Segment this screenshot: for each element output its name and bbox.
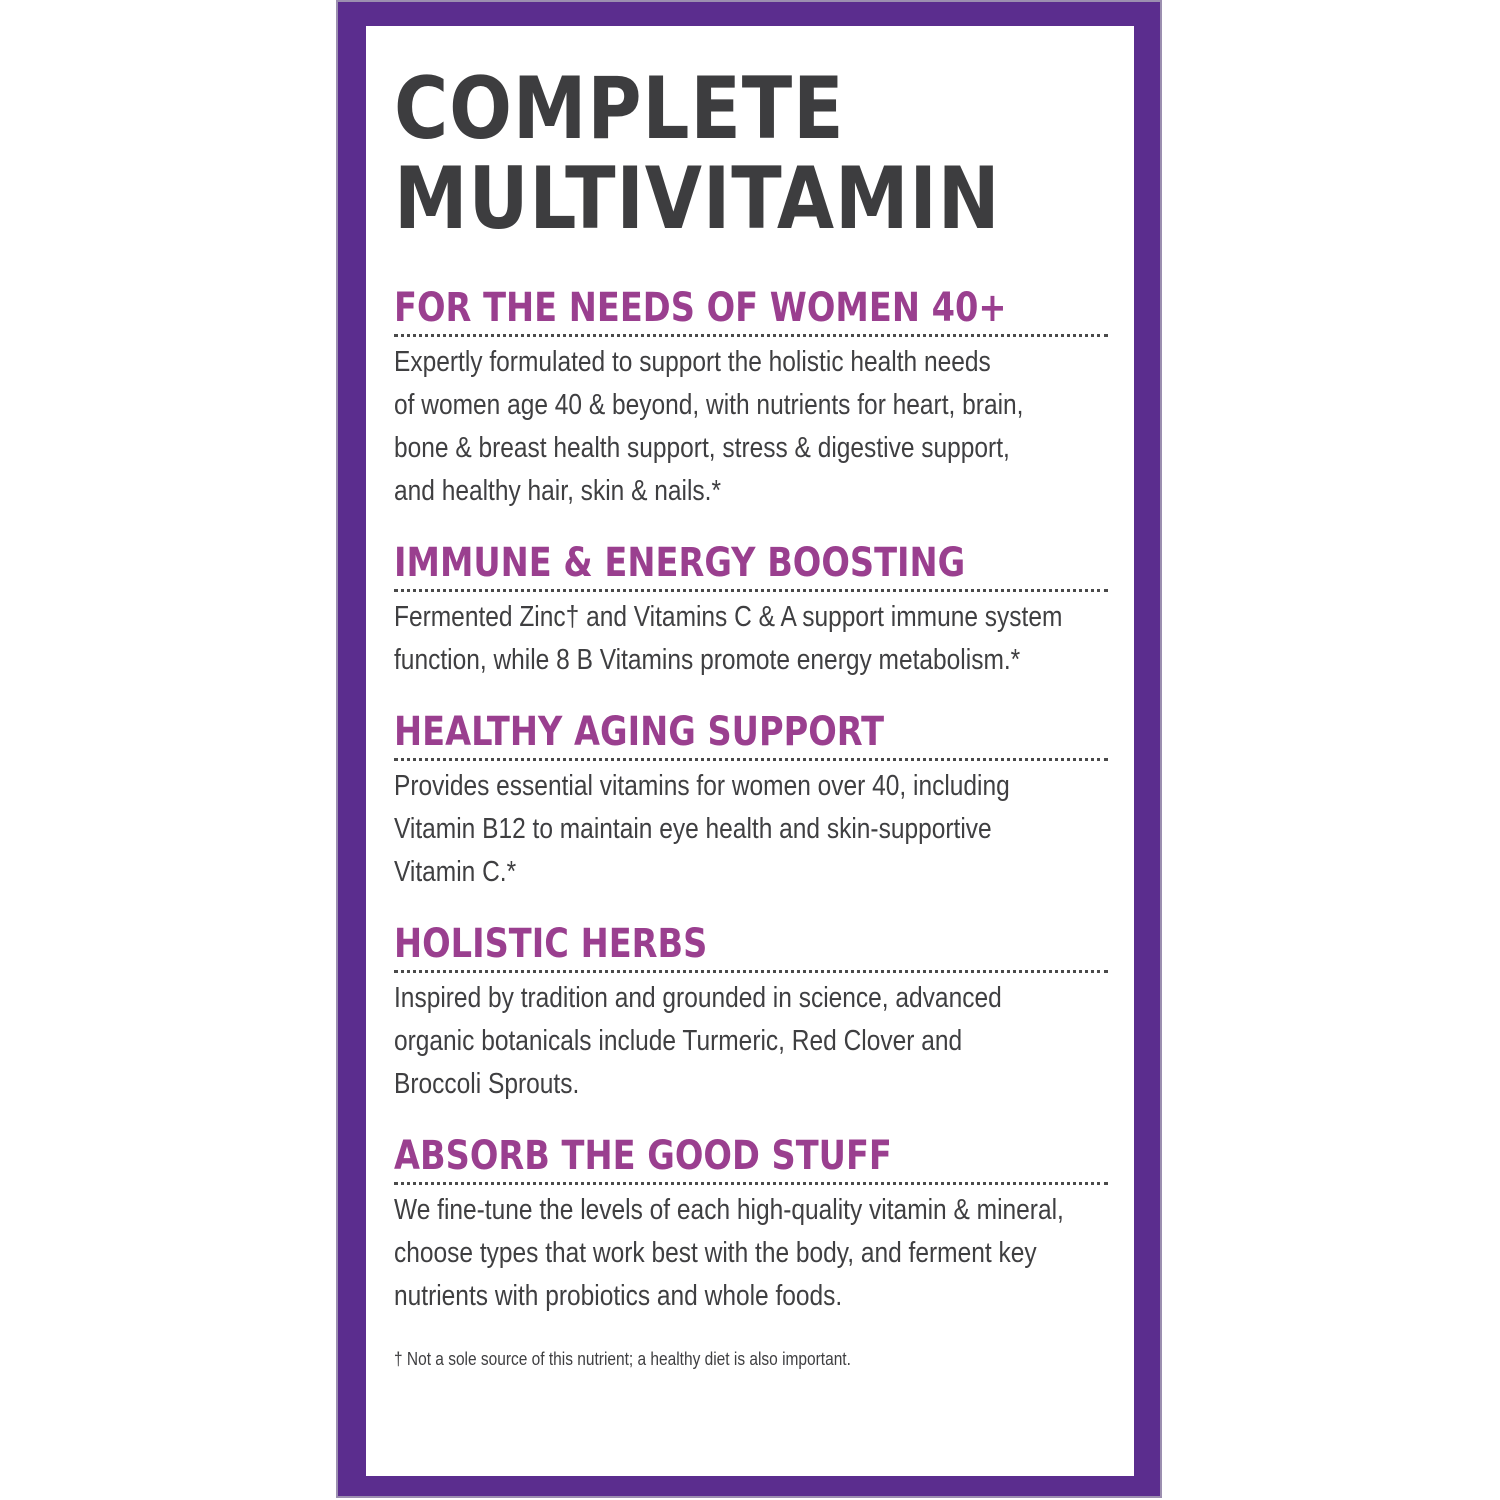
body-line: Fermented Zinc† and Vitamins C & A support immune system (394, 601, 1063, 633)
body-line: bone & breast health support, stress & digestive support, (394, 432, 1010, 464)
body-line: Provides essential vitamins for women over 40, including (394, 770, 1010, 802)
section-body (394, 341, 1024, 513)
section-heading: FOR THE NEEDS OF WOMEN 40+ (394, 285, 1007, 331)
product-title-line-1: COMPLETE (394, 59, 845, 159)
section-healthy-aging (394, 708, 1110, 894)
section-heading: IMMUNE & ENERGY BOOSTING (394, 540, 966, 586)
section-immune-energy (394, 539, 1110, 682)
section-women-40 (394, 284, 1110, 513)
benefit-sections (394, 284, 1110, 1318)
dotted-divider (394, 758, 1108, 761)
section-heading: ABSORB THE GOOD STUFF (394, 1133, 892, 1179)
dotted-divider (394, 589, 1108, 592)
section-heading: HOLISTIC HERBS (394, 921, 708, 967)
section-body (394, 1189, 1064, 1318)
label-panel (336, 0, 1162, 1498)
product-title (394, 59, 1010, 249)
body-line: Vitamin C.* (394, 856, 517, 888)
dotted-divider (394, 1182, 1108, 1185)
body-line: and healthy hair, skin & nails.* (394, 475, 722, 507)
body-line: Expertly formulated to support the holistic health needs (394, 346, 991, 378)
body-line: Broccoli Sprouts. (394, 1068, 580, 1100)
footnote: † Not a sole source of this nutrient; a healthy diet is also important. (394, 1349, 851, 1369)
body-line: function, while 8 B Vitamins promote energy metabolism.* (394, 644, 1021, 676)
body-line: choose types that work best with the body, and ferment key (394, 1237, 1037, 1269)
body-line: of women age 40 & beyond, with nutrients for heart, brain, (394, 389, 1024, 421)
section-body (394, 596, 1063, 682)
label-content (394, 59, 1110, 1370)
body-line: nutrients with probiotics and whole foods. (394, 1280, 843, 1312)
section-holistic-herbs (394, 920, 1110, 1106)
section-absorb (394, 1132, 1110, 1318)
body-line: We fine-tune the levels of each high-quality vitamin & mineral, (394, 1194, 1064, 1226)
section-body (394, 977, 1010, 1106)
body-line: organic botanicals include Turmeric, Red Clover and (394, 1025, 963, 1057)
dotted-divider (394, 970, 1108, 973)
section-body (394, 765, 1010, 894)
product-title-line-2: MULTIVITAMIN (394, 149, 1001, 249)
body-line: Inspired by tradition and grounded in science, advanced (394, 982, 1002, 1014)
label-content-area (366, 26, 1134, 1476)
body-line: Vitamin B12 to maintain eye health and skin-supportive (394, 813, 992, 845)
dotted-divider (394, 334, 1108, 337)
section-heading: HEALTHY AGING SUPPORT (394, 709, 885, 755)
